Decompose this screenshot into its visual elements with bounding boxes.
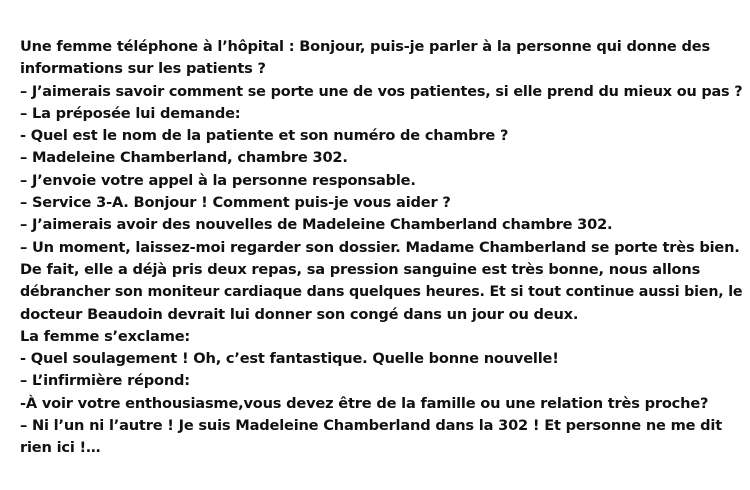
text-line: La femme s’exclame: <box>20 327 191 345</box>
text-line: débrancher son moniteur cardiaque dans quelques heures. Et si tout continue aussi bien, le <box>20 283 743 301</box>
text-line: - Quel est le nom de la patiente et son numéro de chambre ? <box>20 127 509 145</box>
joke-text-block <box>20 36 742 460</box>
text-line: – J’aimerais avoir des nouvelles de Madeleine Chamberland chambre 302. <box>20 216 613 234</box>
text-line: – J’aimerais savoir comment se porte une de vos patientes, si elle prend du mieux ou pas ? <box>20 82 743 100</box>
text-line: – Ni l’un ni l’autre ! Je suis Madeleine Chamberland dans la 302 ! Et personne ne me dit <box>20 417 723 435</box>
text-line: – La préposée lui demande: <box>20 104 241 122</box>
text-line: – J’envoie votre appel à la personne responsable. <box>20 171 416 189</box>
text-line: rien ici !… <box>20 439 101 457</box>
text-line: – L’infirmière répond: <box>20 372 190 390</box>
text-line: informations sur les patients ? <box>20 60 266 78</box>
text-line: - Quel soulagement ! Oh, c’est fantastique. Quelle bonne nouvelle! <box>20 350 559 368</box>
text-line: Une femme téléphone à l’hôpital : Bonjour, puis-je parler à la personne qui donne des <box>20 38 710 55</box>
text-line: De fait, elle a déjà pris deux repas, sa pression sanguine est très bonne, nous allons <box>20 260 701 278</box>
text-line: -À voir votre enthousiasme,vous devez être de la famille ou une relation très proche? <box>20 394 709 412</box>
text-line: docteur Beaudoin devrait lui donner son congé dans un jour ou deux. <box>20 305 579 323</box>
text-line: – Service 3-A. Bonjour ! Comment puis-je vous aider ? <box>20 194 451 212</box>
text-line: – Madeleine Chamberland, chambre 302. <box>20 149 348 167</box>
text-line: – Un moment, laissez-moi regarder son dossier. Madame Chamberland se porte très bien. <box>20 238 740 256</box>
